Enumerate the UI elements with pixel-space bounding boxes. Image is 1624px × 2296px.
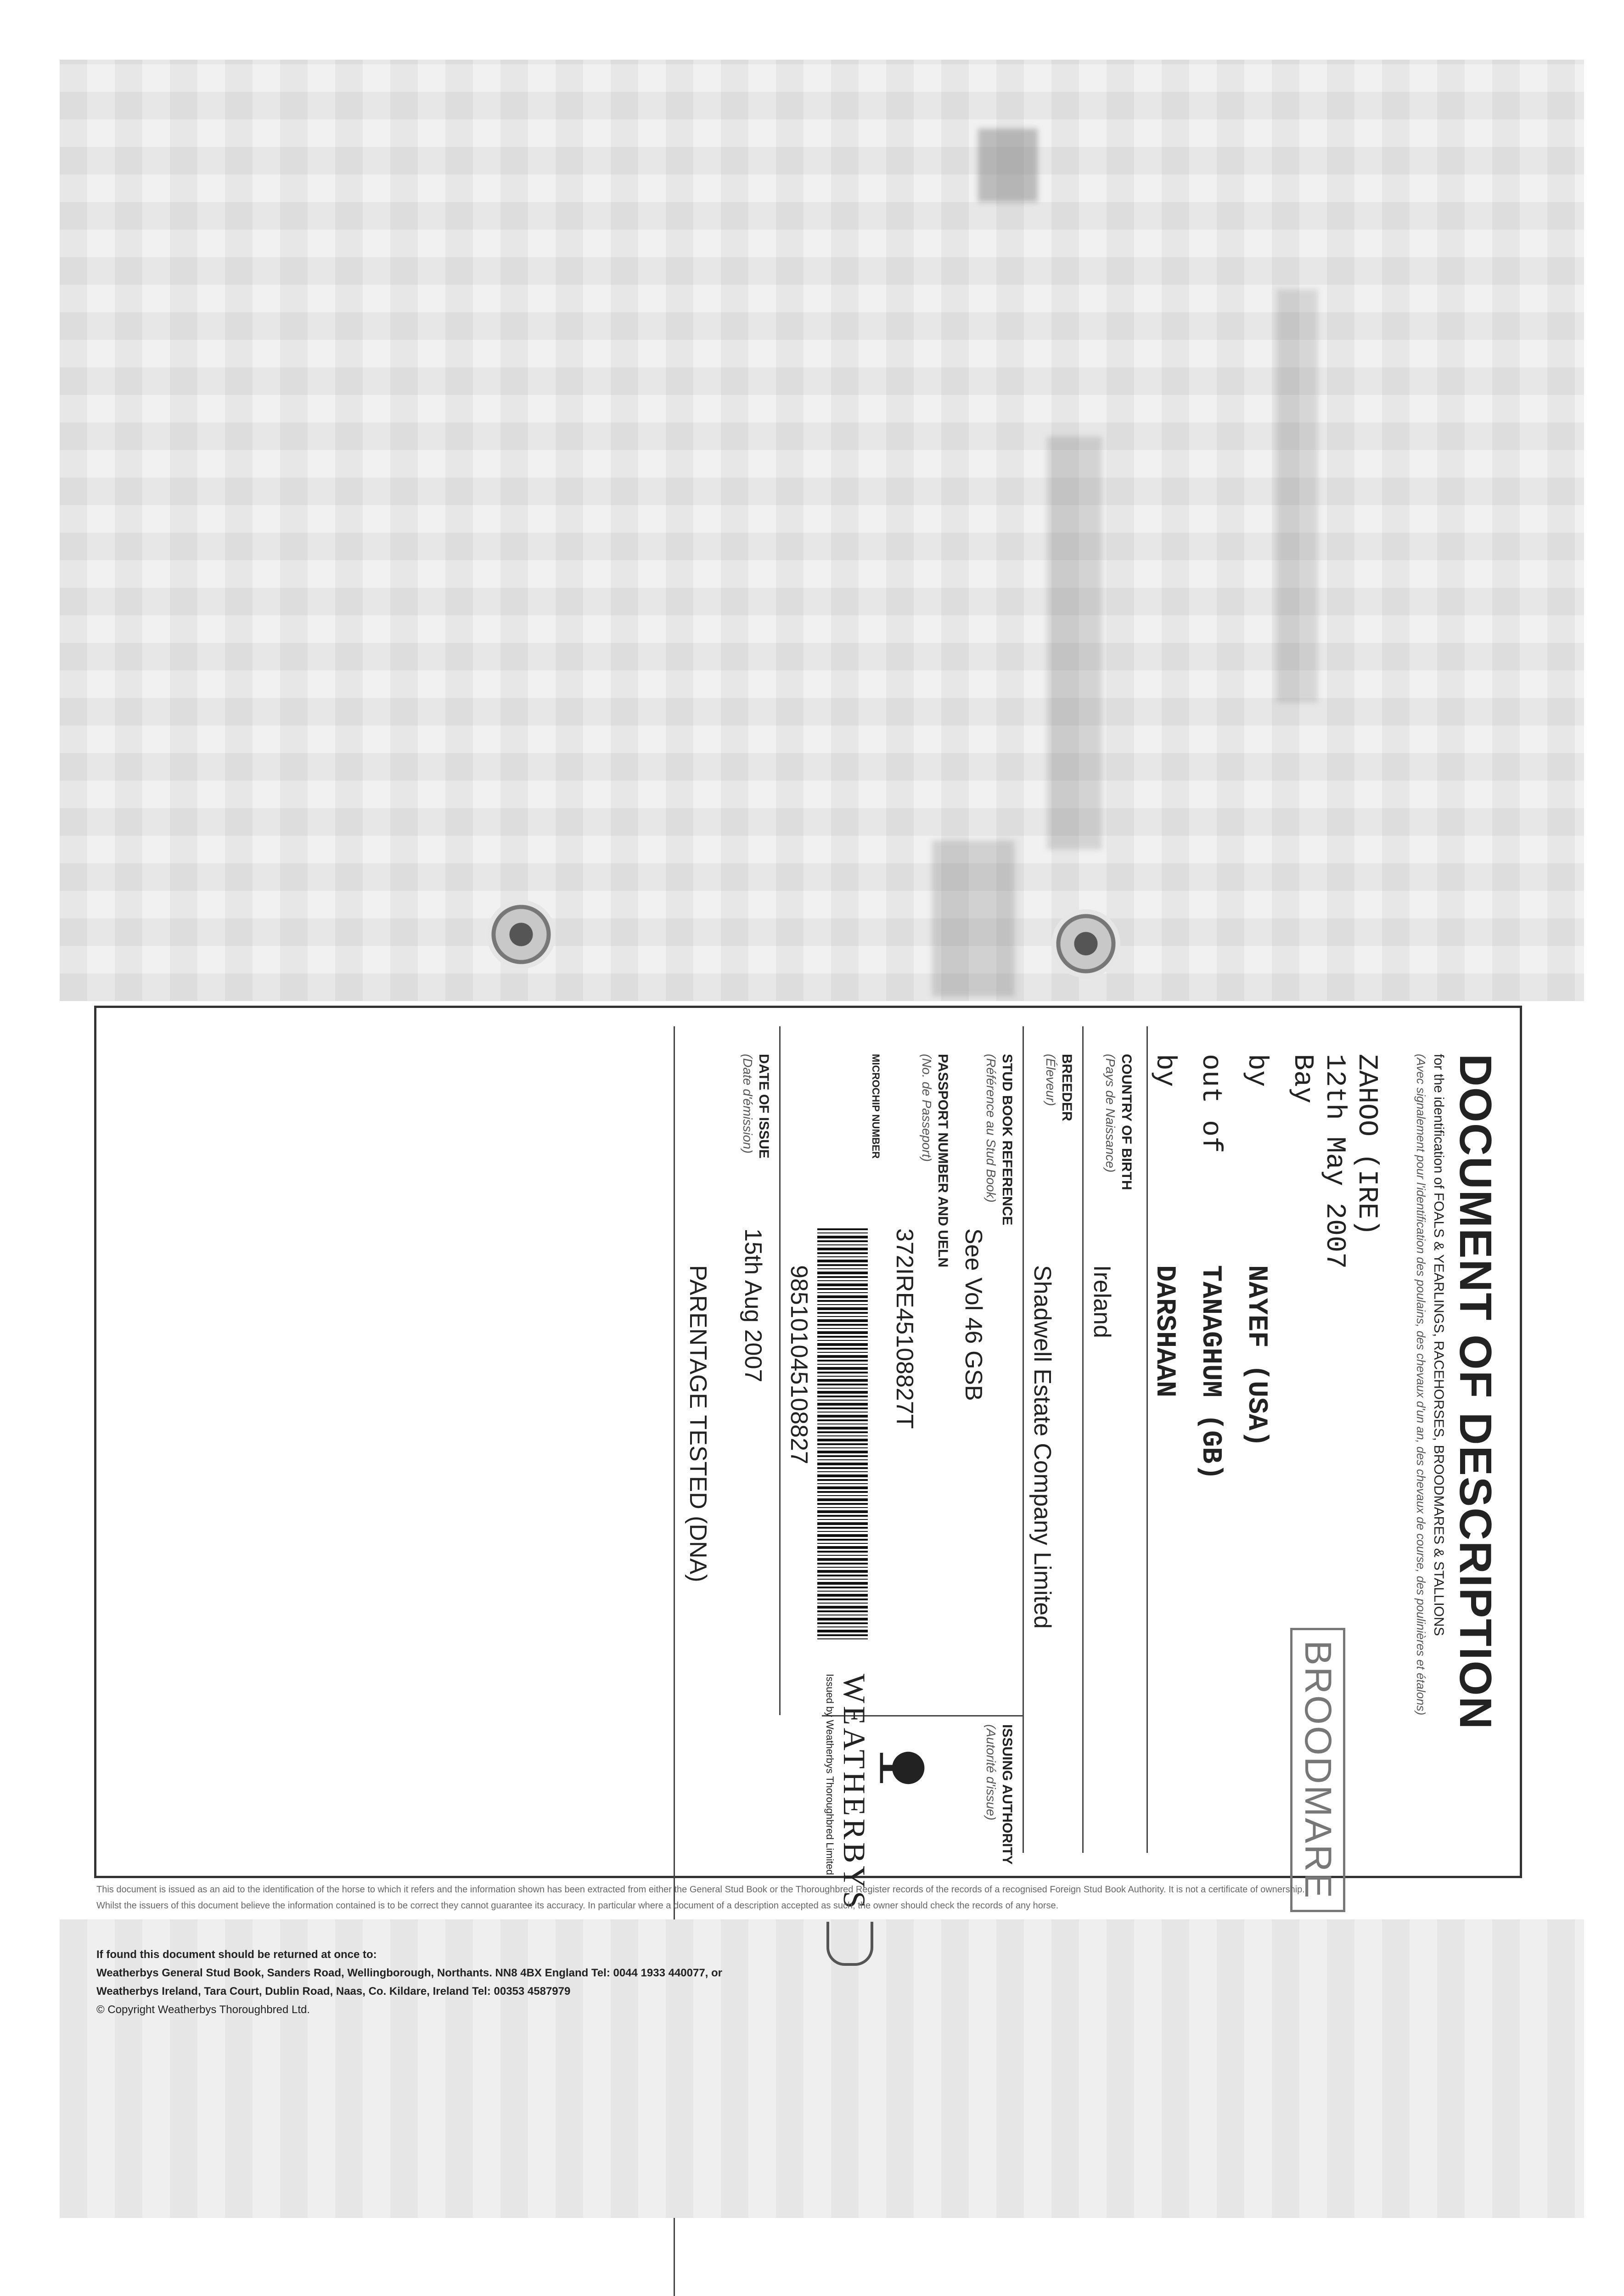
stud-book-value: See Vol 46 GSB (960, 1228, 987, 1401)
horse-colour: Bay (1287, 1054, 1318, 1104)
by-label: by (1241, 1054, 1272, 1087)
issued-by-text: Issued by Weatherbys Thoroughbred Limited (824, 1674, 836, 1875)
return-address-ireland: Weatherbys Ireland, Tara Court, Dublin Road, Naas, Co. Kildare, Ireland Tel: 00353 4587979 (96, 1985, 571, 1998)
microchip-label: MICROCHIP NUMBER (870, 1054, 882, 1159)
stain-mark (932, 840, 1015, 996)
punch-hole-left (487, 900, 556, 969)
issuing-authority-label: ISSUING AUTHORITY (1000, 1724, 1015, 1865)
passport-label: PASSPORT NUMBER AND UELN (935, 1054, 950, 1268)
breeder-label: BREEDER (1059, 1054, 1074, 1121)
footer-fine-print-2: Whilst the issuers of this document believe the information contained is to be correct they cannot guarantee its accuracy. In particular where a document of a description accepted as such, the owner should check the records of any horse. (96, 1901, 1059, 1911)
divider (1082, 1026, 1084, 1853)
stud-book-label-french: (Référence au Stud Book) (984, 1054, 998, 1203)
date-of-issue-value: 15th Aug 2007 (740, 1228, 766, 1383)
out-of-label: out of (1195, 1054, 1226, 1154)
microchip-barcode (817, 1228, 868, 1642)
weatherbys-logo-text: WEATHERBYS (837, 1674, 872, 1912)
microchip-value: 985101045108827 (786, 1265, 812, 1464)
scanned-background-bottom (60, 1919, 1584, 2218)
punch-hole-right (1051, 909, 1120, 978)
divider (1023, 1026, 1024, 1853)
dam-sire-name: DARSHAAN (1149, 1265, 1180, 1398)
stain-mark (1276, 289, 1318, 703)
scanned-background-top (60, 60, 1584, 1001)
date-of-issue-label-french: (Date d'émission) (741, 1054, 755, 1154)
stain-mark (978, 129, 1038, 202)
divider (1146, 1026, 1148, 1853)
dam-name: TANAGHUM (GB) (1195, 1265, 1226, 1480)
document-subtitle: for the identification of FOALS & YEARLINGS, RACEHORSES, BROODMARES & STALLIONS (1431, 1054, 1446, 1636)
foaling-date: 12th May 2007 (1319, 1054, 1350, 1269)
stain-mark (1047, 436, 1102, 850)
footer-fine-print-1: This document is issued as an aid to the identification of the horse to which it refers and the information shown has been extracted from either the General Stud Book or the Thoroughbred Register records of the records of a recognised Foreign Stud Book Authority. It is not a certificate of ownership. (96, 1885, 1305, 1895)
stud-book-label: STUD BOOK REFERENCE (1000, 1054, 1015, 1226)
parentage-tested: PARENTAGE TESTED (DNA) (685, 1265, 711, 1582)
passport-value: 372IRE45108827T (891, 1228, 918, 1429)
document-subtitle-french: (Avec signalement pour l'identification des poulains, des chevaux d'un an, des chevaux de course, des poulinières et étalons) (1414, 1054, 1428, 1716)
dam-sire-by-label: by (1149, 1054, 1180, 1087)
copyright-notice: © Copyright Weatherbys Thoroughbred Ltd. (96, 2003, 310, 2016)
country-of-birth-label: COUNTRY OF BIRTH (1119, 1054, 1134, 1190)
issuing-authority-label-french: (Autorité d'issue) (984, 1724, 998, 1821)
passport-label-french: (No. de Passeport) (920, 1054, 934, 1162)
sire-name: NAYEF (USA) (1241, 1265, 1272, 1447)
return-notice: If found this document should be returned at once to: (96, 1948, 377, 1961)
date-of-issue-label: DATE OF ISSUE (756, 1054, 771, 1159)
breeder-label-french: (Éleveur) (1044, 1054, 1058, 1106)
horse-name: ZAHOO (IRE) (1351, 1054, 1382, 1236)
document-title: DOCUMENT OF DESCRIPTION (1450, 1054, 1501, 1730)
paper-clip (826, 1922, 873, 1966)
country-of-birth-label-french: (Pays de Naissance) (1103, 1054, 1118, 1173)
divider (779, 1026, 781, 1715)
weatherbys-tree-logo-icon (877, 1743, 927, 1793)
breeder-value: Shadwell Estate Company Limited (1029, 1265, 1056, 1629)
return-address-england: Weatherbys General Stud Book, Sanders Road, Wellingborough, Northants. NN8 4BX England Tel: 0044 1933 440077, or (96, 1967, 723, 1979)
broodmare-stamp: BROODMARE (1290, 1628, 1345, 1912)
country-of-birth-value: Ireland (1089, 1265, 1115, 1338)
